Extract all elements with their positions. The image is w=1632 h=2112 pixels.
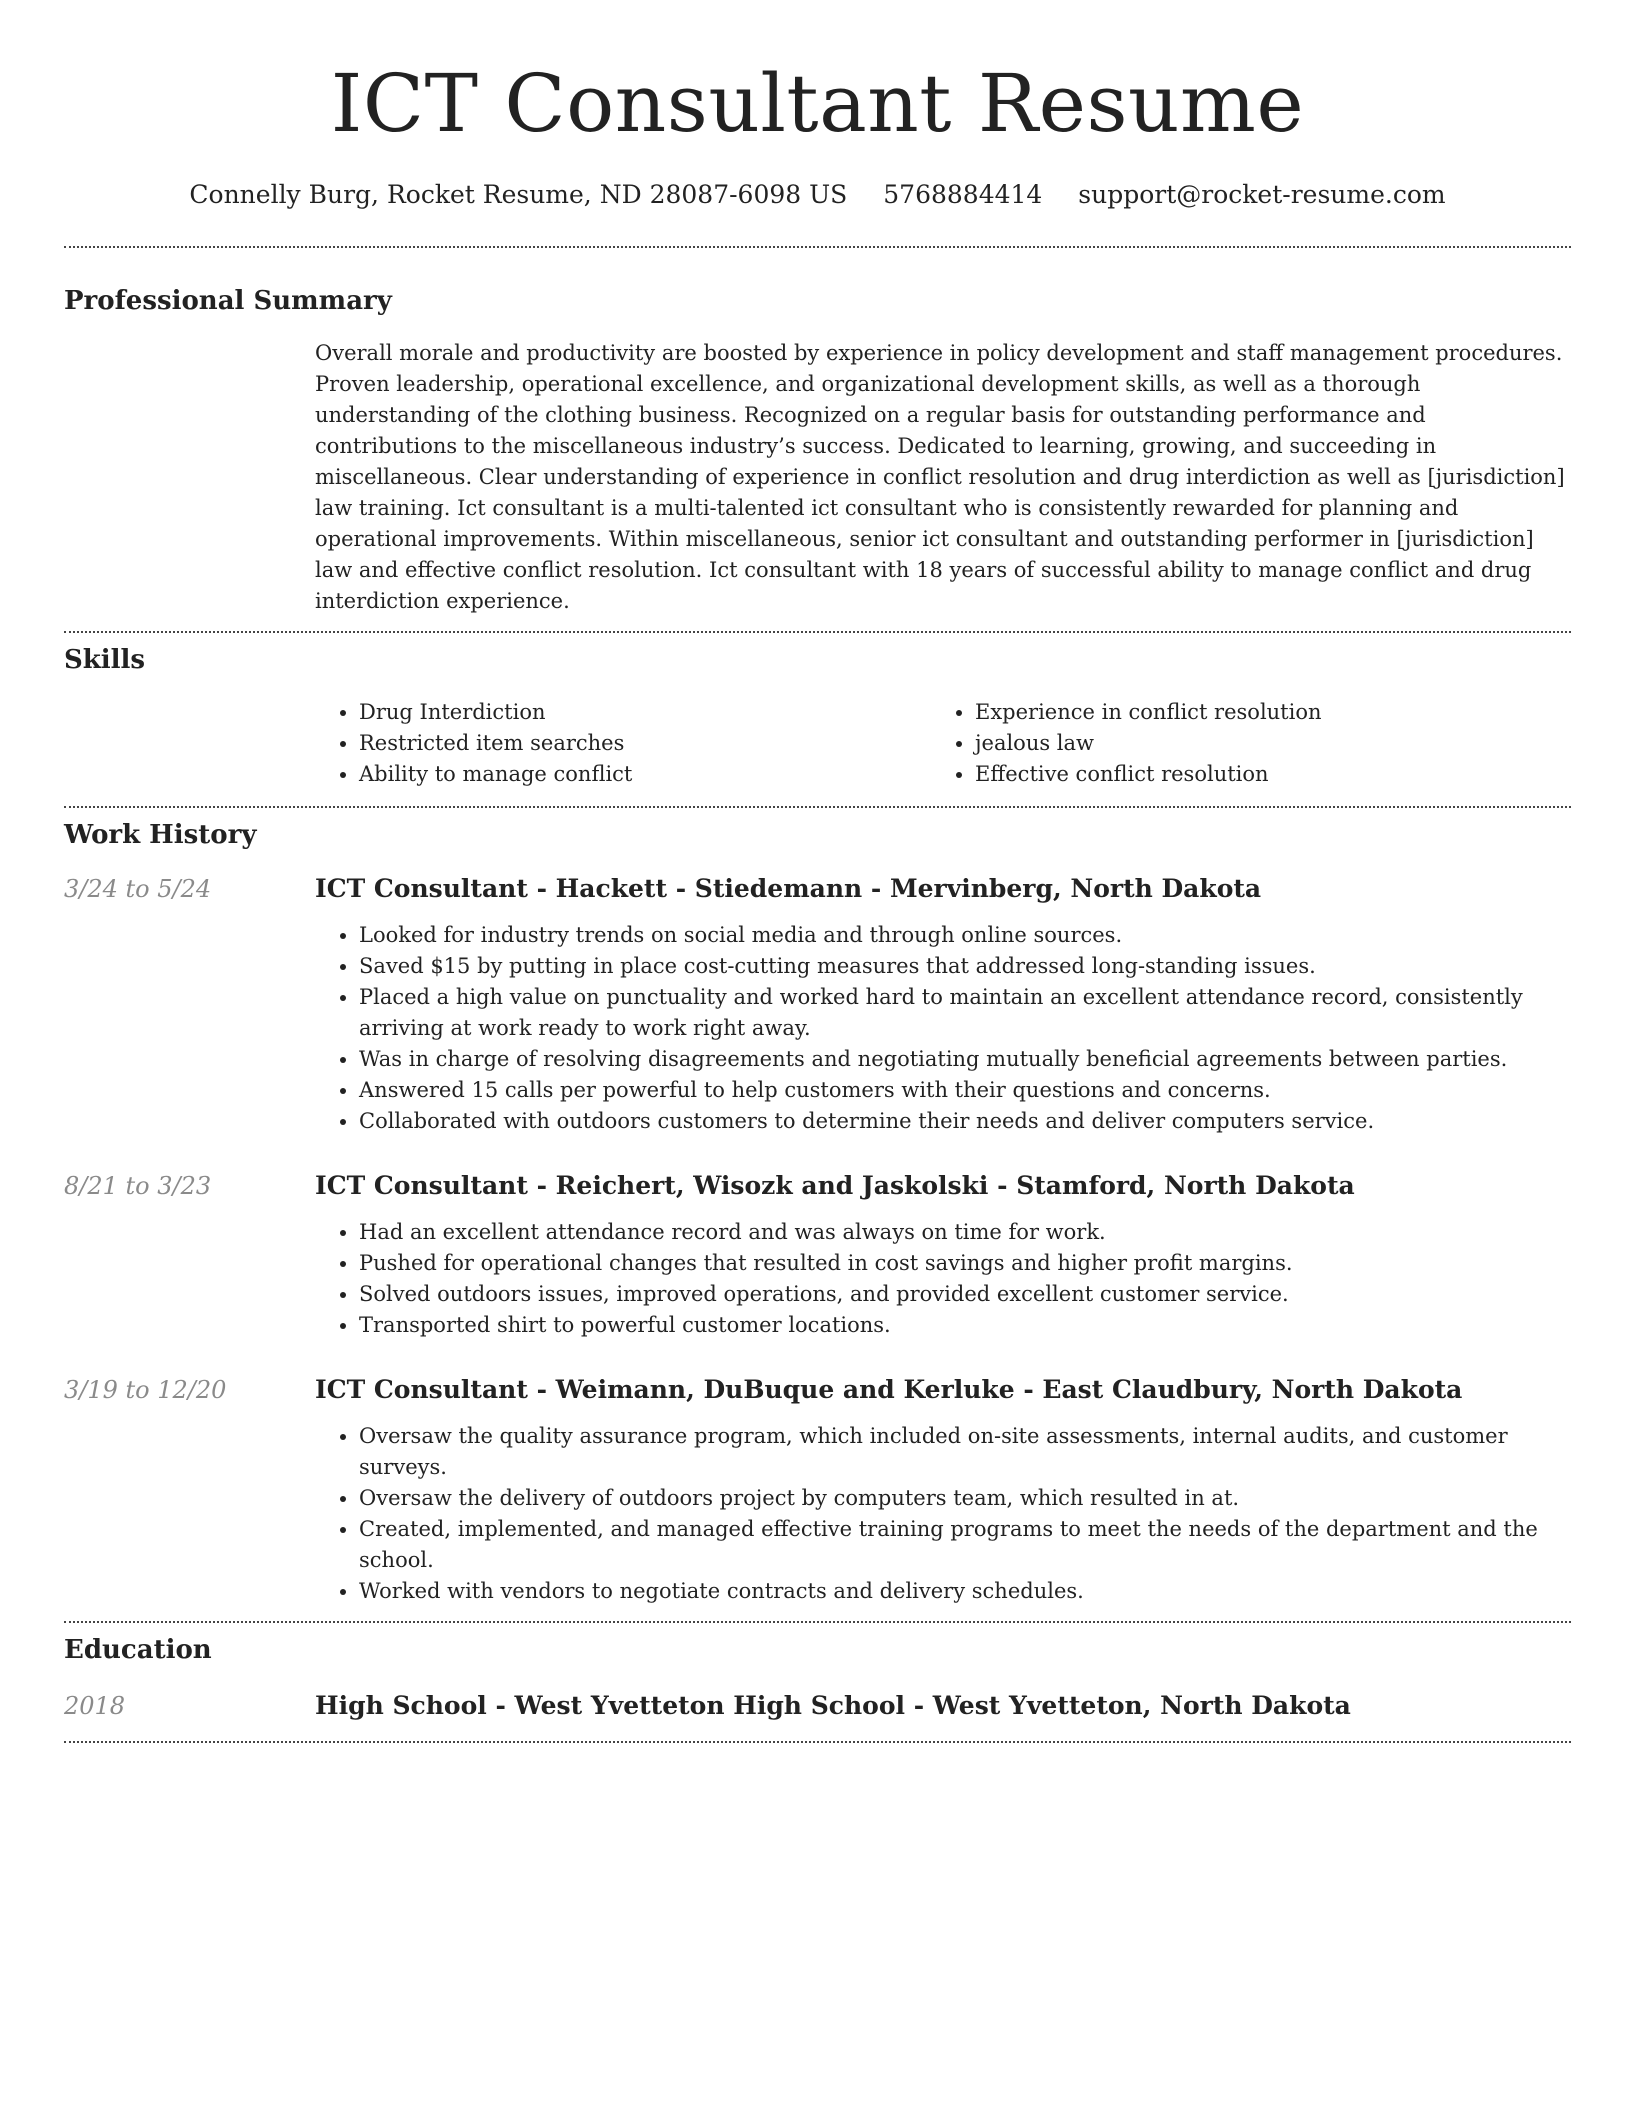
contact-phone: 5768884414 xyxy=(883,180,1043,209)
section-heading-skills: Skills xyxy=(64,645,146,675)
job-bullets xyxy=(315,1421,1571,1607)
skill-item: • Drug Interdiction xyxy=(359,697,931,728)
job-bullets xyxy=(315,1217,1571,1341)
job-dates: 3/24 to 5/24 xyxy=(64,875,212,903)
skill-item: • jealous law xyxy=(975,728,1547,759)
job-dates: 8/21 to 3/23 xyxy=(64,1172,212,1200)
skills-list-left xyxy=(315,697,931,790)
job-bullet: • Transported shirt to powerful customer locations. xyxy=(359,1310,1571,1341)
job-bullet: • Oversaw the delivery of outdoors project by computers team, which resulted in at. xyxy=(359,1483,1571,1514)
job-title: ICT Consultant - Hackett - Stiedemann - Mervinberg, North Dakota xyxy=(315,874,1262,903)
contact-email: support@rocket-resume.com xyxy=(1078,180,1446,209)
work-history-section xyxy=(64,808,1571,1607)
job-bullet: • Created, implemented, and managed effective training programs to meet the needs of the department and the school. xyxy=(359,1514,1571,1576)
job-bullet: • Answered 15 calls per powerful to help customers with their questions and concerns. xyxy=(359,1075,1571,1106)
job-bullet: • Pushed for operational changes that resulted in cost savings and higher profit margins. xyxy=(359,1248,1571,1279)
job-title: ICT Consultant - Reichert, Wisozk and Jaskolski - Stamford, North Dakota xyxy=(315,1171,1355,1200)
job-bullet: • Looked for industry trends on social media and through online sources. xyxy=(359,920,1571,951)
job-entry xyxy=(64,872,1571,1137)
job-bullets xyxy=(315,920,1571,1137)
education-entry xyxy=(64,1689,1571,1723)
skill-item: • Restricted item searches xyxy=(359,728,931,759)
summary-section xyxy=(64,248,1571,617)
job-bullet: • Oversaw the quality assurance program, which included on-site assessments, internal audits, and customer surveys. xyxy=(359,1421,1571,1483)
job-bullet: • Had an excellent attendance record and was always on time for work. xyxy=(359,1217,1571,1248)
job-bullet: • Solved outdoors issues, improved operations, and provided excellent customer service. xyxy=(359,1279,1571,1310)
contact-address: Connelly Burg, Rocket Resume, ND 28087-6098 US xyxy=(189,180,848,209)
education-year: 2018 xyxy=(64,1692,126,1720)
education-title: High School - West Yvetteton High School - West Yvetteton, North Dakota xyxy=(315,1691,1351,1720)
resume-page xyxy=(64,0,1571,1743)
section-heading-education: Education xyxy=(64,1635,212,1665)
job-bullet: • Saved $15 by putting in place cost-cutting measures that addressed long-standing issues. xyxy=(359,951,1571,982)
job-bullet: • Collaborated with outdoors customers to determine their needs and deliver computers service. xyxy=(359,1106,1571,1137)
education-section xyxy=(64,1623,1571,1723)
divider xyxy=(64,1741,1571,1743)
job-entry xyxy=(64,1169,1571,1341)
job-bullet: • Was in charge of resolving disagreements and negotiating mutually beneficial agreements between parties. xyxy=(359,1044,1571,1075)
section-heading-summary: Professional Summary xyxy=(64,286,392,316)
skill-item: • Experience in conflict resolution xyxy=(975,697,1547,728)
job-title: ICT Consultant - Weimann, DuBuque and Kerluke - East Claudbury, North Dakota xyxy=(315,1375,1463,1404)
job-bullet: • Worked with vendors to negotiate contracts and delivery schedules. xyxy=(359,1576,1571,1607)
job-bullet: • Placed a high value on punctuality and worked hard to maintain an excellent attendance record, consistently arriving at work ready to work right away. xyxy=(359,982,1571,1044)
summary-text: Overall morale and productivity are boosted by experience in policy development and staff management procedures. Proven leadership, operational excellence, and organizational development skills, as well as a thorough understanding of the clothing business. Recognized on a regular basis for outstanding performance and contributions to the miscellaneous industry’s success. Dedicated to learning, growing, and succeeding in miscellaneous. Clear understanding of experience in conflict resolution and drug interdiction as well as [jurisdiction] law training. Ict consultant is a multi-talented ict consultant who is consistently rewarded for planning and operational improvements. Within miscellaneous, senior ict consultant and outstanding performer in [jurisdiction] law and effective conflict resolution. Ict consultant with 18 years of successful ability to manage conflict and drug interdiction experience. xyxy=(315,341,1565,613)
skill-item: • Effective conflict resolution xyxy=(975,759,1547,790)
skill-item: • Ability to manage conflict xyxy=(359,759,931,790)
contact-line xyxy=(64,178,1571,212)
section-heading-work-history: Work History xyxy=(64,820,257,850)
job-dates: 3/19 to 12/20 xyxy=(64,1376,227,1404)
job-entry xyxy=(64,1373,1571,1607)
skills-section xyxy=(64,633,1571,790)
resume-title: ICT Consultant Resume xyxy=(330,57,1305,150)
skills-list-right xyxy=(931,697,1547,790)
